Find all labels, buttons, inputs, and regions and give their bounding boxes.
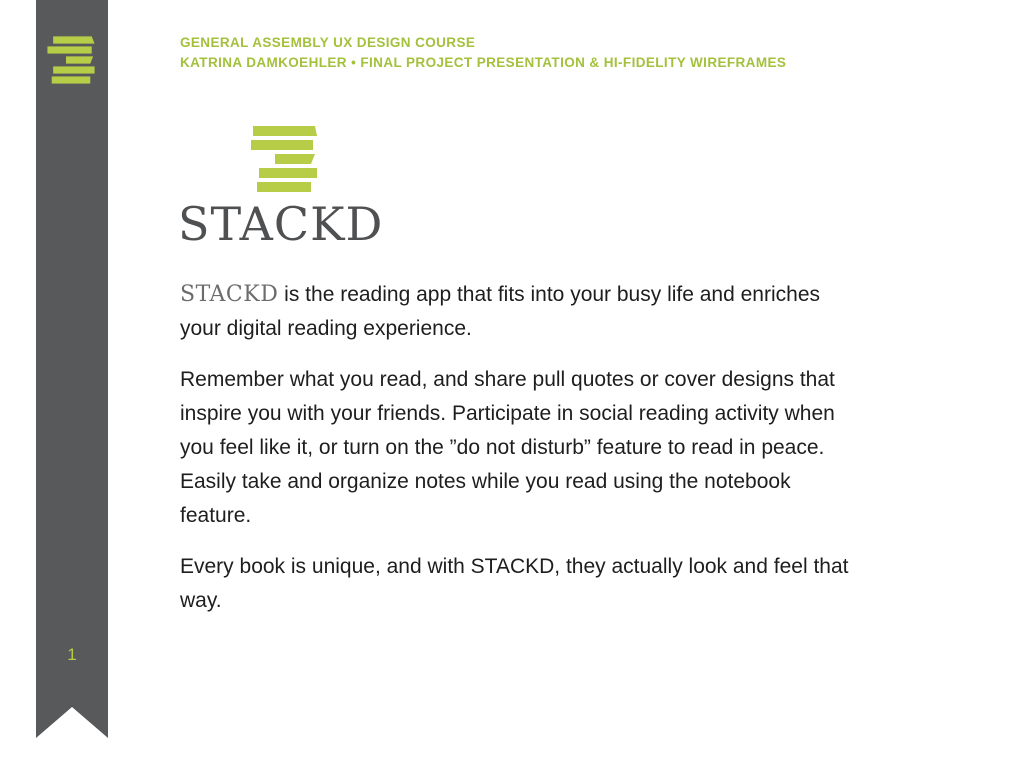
page-number: 1 [67, 645, 77, 664]
header [180, 33, 786, 73]
sidebar-bookmark-ribbon [36, 0, 108, 738]
stackd-logo-icon [249, 126, 319, 192]
inline-brand-name: STACKD [180, 282, 279, 307]
book-stack-icon [46, 36, 96, 84]
intro-paragraph [180, 278, 860, 346]
course-title: GENERAL ASSEMBLY UX DESIGN COURSE [180, 35, 476, 50]
intro-text: is the reading app that fits into your busy life and enriches your digital reading experience. [180, 283, 820, 340]
features-paragraph: Remember what you read, and share pull quotes or cover designs that inspire you with your friends. Participate in social reading activity when you feel like it, or turn on the ”do not disturb” feature to read in peace. Easily take and organize notes while you read using the notebook feature. [180, 368, 835, 527]
closing-paragraph: Every book is unique, and with STACKD, they actually look and feel that way. [180, 555, 849, 612]
description [180, 278, 860, 635]
presentation-subtitle: KATRINA DAMKOEHLER • FINAL PROJECT PRESENTATION & HI-FIDELITY WIREFRAMES [180, 55, 787, 70]
stackd-wordmark: STACKD [178, 197, 384, 251]
